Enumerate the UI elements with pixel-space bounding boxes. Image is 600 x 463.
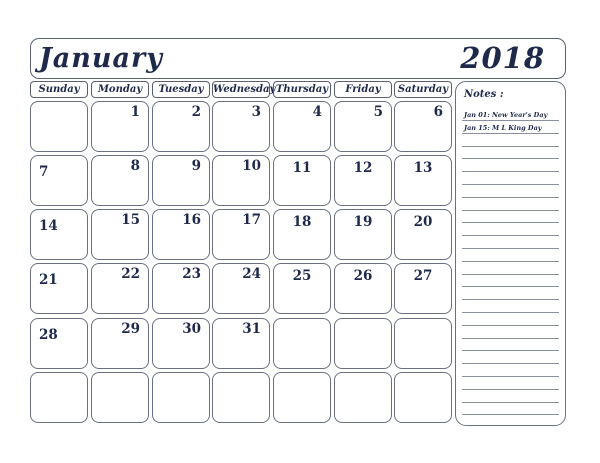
day-cell	[91, 318, 149, 369]
day-number: 13	[413, 160, 433, 176]
day-cell	[91, 372, 149, 423]
notes-line	[462, 184, 559, 185]
notes-line	[462, 325, 559, 326]
day-cell	[273, 372, 331, 423]
day-cell	[212, 209, 270, 260]
notes-line	[462, 402, 559, 403]
day-cell	[273, 155, 331, 206]
month-title: January	[39, 43, 163, 74]
day-cell	[334, 155, 392, 206]
day-number: 25	[292, 268, 312, 284]
day-cell	[30, 318, 88, 369]
day-cell	[394, 101, 452, 152]
notes-line	[462, 261, 559, 262]
day-cell	[152, 101, 210, 152]
day-cell	[30, 372, 88, 423]
day-cell	[30, 263, 88, 314]
notes-line	[462, 210, 559, 211]
notes-line	[462, 120, 559, 121]
day-cell	[91, 101, 149, 152]
notes-line	[462, 274, 559, 275]
weekday-header: Friday	[334, 81, 392, 98]
notes-line	[462, 171, 559, 172]
day-number: 9	[191, 158, 201, 174]
weekday-header: Sunday	[30, 81, 88, 98]
day-number: 19	[353, 214, 373, 230]
day-cell	[30, 209, 88, 260]
day-number: 20	[413, 214, 433, 230]
day-cell	[334, 372, 392, 423]
day-cell	[152, 209, 210, 260]
notes-line	[462, 235, 559, 236]
day-cell	[212, 318, 270, 369]
weekday-header: Tuesday	[152, 81, 210, 98]
day-number: 11	[292, 160, 312, 176]
notes-line	[462, 389, 559, 390]
day-cell	[30, 155, 88, 206]
year-title: 2018	[460, 41, 545, 75]
day-cell	[212, 101, 270, 152]
day-cell	[91, 263, 149, 314]
day-number: 14	[39, 218, 58, 234]
notes-line	[462, 133, 559, 134]
day-number: 8	[130, 158, 140, 174]
day-cell	[394, 155, 452, 206]
notes-line	[462, 312, 559, 313]
notes-line	[462, 248, 559, 249]
notes-line	[462, 146, 559, 147]
day-number: 29	[121, 321, 140, 337]
notes-line	[462, 414, 559, 415]
note-entry: Jan 15: M L King Day	[464, 124, 542, 132]
day-cell	[334, 263, 392, 314]
notes-line	[462, 197, 559, 198]
day-cell	[30, 101, 88, 152]
day-cell	[273, 263, 331, 314]
day-number: 7	[39, 164, 49, 180]
day-number: 24	[242, 266, 261, 282]
day-cell	[91, 209, 149, 260]
day-cell	[334, 209, 392, 260]
day-number: 4	[312, 104, 322, 120]
weekday-header: Wednesday	[212, 81, 270, 98]
notes-line	[462, 286, 559, 287]
day-cell	[152, 155, 210, 206]
day-cell	[334, 101, 392, 152]
notes-line	[462, 158, 559, 159]
notes-line	[462, 299, 559, 300]
day-cell	[334, 318, 392, 369]
day-number: 21	[39, 272, 58, 288]
day-cell	[212, 155, 270, 206]
day-number: 1	[130, 104, 140, 120]
day-number: 31	[242, 321, 261, 337]
day-number: 30	[182, 321, 201, 337]
day-number: 23	[182, 266, 201, 282]
day-number: 15	[121, 212, 140, 228]
notes-title: Notes :	[464, 89, 504, 100]
day-number: 18	[292, 214, 312, 230]
day-cell	[394, 209, 452, 260]
day-cell	[152, 263, 210, 314]
day-number: 10	[242, 158, 261, 174]
day-number: 5	[373, 104, 383, 120]
day-cell	[152, 372, 210, 423]
weekday-header: Thursday	[273, 81, 331, 98]
notes-line	[462, 350, 559, 351]
day-cell	[152, 318, 210, 369]
notes-line	[462, 338, 559, 339]
notes-line	[462, 222, 559, 223]
day-cell	[91, 155, 149, 206]
day-cell	[394, 318, 452, 369]
day-number: 6	[433, 104, 443, 120]
day-number: 26	[353, 268, 373, 284]
day-number: 27	[413, 268, 433, 284]
day-cell	[273, 318, 331, 369]
note-entry: Jan 01: New Year's Day	[464, 111, 548, 119]
notes-panel	[455, 81, 566, 426]
day-cell	[273, 209, 331, 260]
day-number: 17	[242, 212, 261, 228]
notes-line	[462, 376, 559, 377]
day-cell	[394, 263, 452, 314]
day-cell	[394, 372, 452, 423]
day-number: 28	[39, 327, 58, 343]
day-number: 16	[182, 212, 201, 228]
day-cell	[273, 101, 331, 152]
day-number: 22	[121, 266, 140, 282]
weekday-header: Saturday	[394, 81, 452, 98]
calendar-header	[30, 38, 566, 79]
day-cell	[212, 263, 270, 314]
day-cell	[212, 372, 270, 423]
day-number: 3	[251, 104, 261, 120]
day-number: 12	[353, 160, 373, 176]
day-number: 2	[191, 104, 201, 120]
weekday-header: Monday	[91, 81, 149, 98]
notes-line	[462, 363, 559, 364]
